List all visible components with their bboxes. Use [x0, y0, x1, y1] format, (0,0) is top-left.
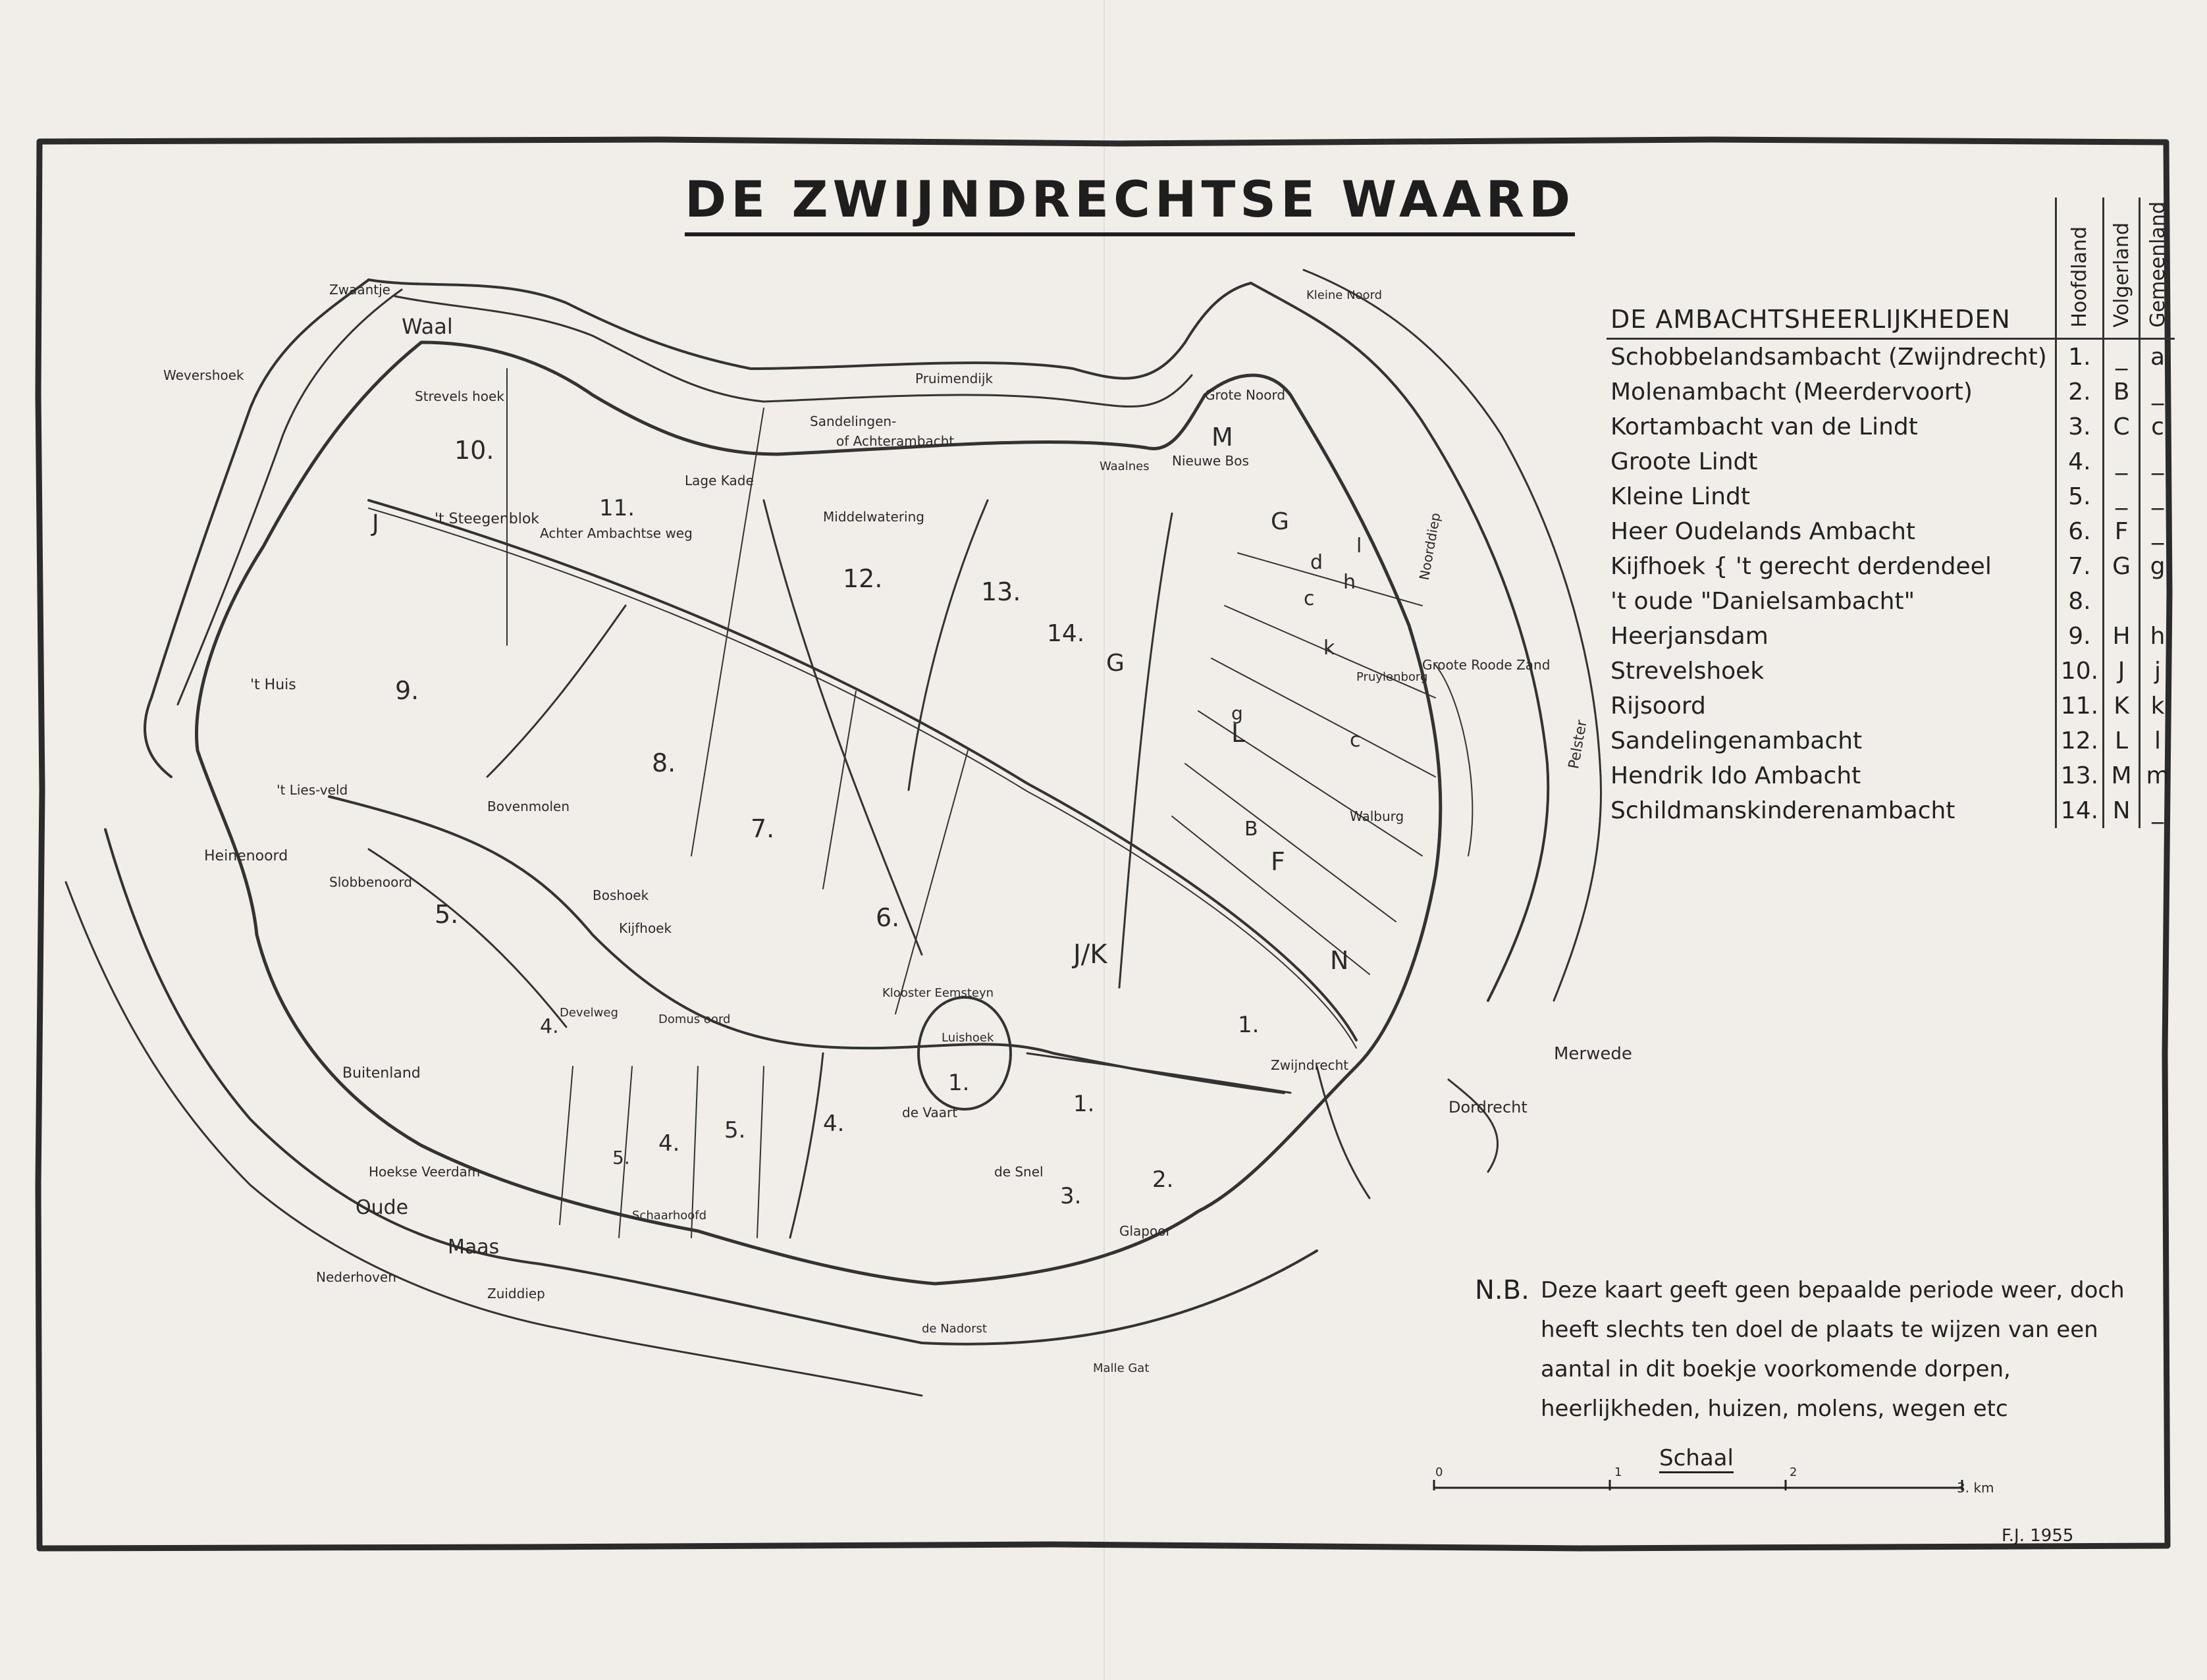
- legend-gemeenland: a: [2140, 338, 2175, 375]
- legend-row: [1607, 514, 2175, 549]
- label-domus-oord: Develweg: [560, 1006, 618, 1020]
- label-buitenland: Hoekse Veerdam: [369, 1164, 481, 1180]
- scale-tick-2: 2: [1790, 1465, 1797, 1479]
- label-pruimendijk: Pruimendijk: [915, 371, 994, 386]
- label-waalnes: Nieuwe Bos: [1172, 453, 1249, 469]
- region-number: 11.: [599, 495, 635, 521]
- legend-volgerland: G: [2104, 549, 2140, 584]
- legend-gemeenland: k: [2140, 689, 2175, 723]
- kromme-weg: [1119, 513, 1172, 987]
- region-number: 5.: [724, 1117, 746, 1143]
- legend-row: [1607, 689, 2175, 723]
- scale-tick-1: 1: [1614, 1465, 1622, 1479]
- legend-gemeenland: l: [2140, 723, 2175, 758]
- region-number: 14.: [1047, 620, 1085, 647]
- region-number: 12.: [843, 564, 883, 593]
- region-letter: l: [1356, 535, 1362, 558]
- zwijndrecht-road: [1317, 1066, 1369, 1198]
- legend-nr: 10.: [2056, 654, 2103, 689]
- legend-col-gemeenland: Gemeenland: [2146, 201, 2169, 328]
- scale-tick-3: 3. km: [1957, 1480, 1994, 1496]
- scale-tick-0: 0: [1435, 1465, 1443, 1479]
- legend-volgerland: N: [2104, 793, 2140, 828]
- legend-gemeenland: g: [2140, 549, 2175, 584]
- merwede-outer: [1304, 270, 1601, 1001]
- legend-name: Rijsoord: [1610, 692, 1706, 720]
- legend-gemeenland: c: [2140, 409, 2175, 444]
- label-groote-lindt: de Snel: [994, 1164, 1044, 1180]
- label-rijsoord: Lage Kade: [685, 473, 754, 488]
- label-merwede: Merwede: [1554, 1044, 1632, 1064]
- kerk-weg: [790, 1053, 823, 1238]
- legend-row: [1607, 375, 2175, 409]
- region-number: 1.: [1238, 1012, 1260, 1038]
- label-heerjansdam: 't Huis: [250, 677, 296, 693]
- label-develsluis: 't Lies-veld: [277, 782, 348, 798]
- develweg: [329, 797, 1284, 1096]
- legend-name: Kleine Lindt: [1610, 483, 1751, 510]
- label-steegenblok: Achter Ambachtse weg: [540, 525, 693, 541]
- label-kleine-lindt: Slobbenoord: [329, 874, 412, 890]
- map-signature: F.J. 1955: [2002, 1526, 2074, 1546]
- label-lage-nes: Heinenoord: [204, 848, 288, 864]
- legend-name: Kijfhoek { 't gerecht derdendeel: [1610, 552, 1992, 580]
- legend-gemeenland: _: [2140, 479, 2175, 514]
- label-middelwatering: Middelwatering: [823, 509, 924, 525]
- legend-volgerland: C: [2104, 409, 2140, 444]
- legend-volgerland: K: [2104, 689, 2140, 723]
- label-dordrecht: Dordrecht: [1449, 1098, 1528, 1116]
- legend-nr: 1.: [2056, 338, 2103, 375]
- legend-volgerland: L: [2104, 723, 2140, 758]
- region-number: 4.: [540, 1015, 559, 1038]
- legend-body: [1607, 338, 2175, 828]
- legend-nr: 12.: [2056, 723, 2103, 758]
- region-letter: J: [372, 510, 379, 537]
- region-letter: N: [1330, 946, 1349, 975]
- legend-volgerland: [2104, 584, 2140, 619]
- label-devel-polder: Luishoek: [942, 1031, 994, 1045]
- label-oostendam: Grote Noord: [1205, 387, 1286, 403]
- label-kijfhoek: Boshoek: [593, 887, 649, 903]
- label-waal: Waal: [402, 314, 453, 339]
- legend-nr: 11.: [2056, 689, 2103, 723]
- region-letter: L: [1231, 719, 1246, 748]
- legend-name: Schildmanskinderenambacht: [1610, 797, 1955, 824]
- region-letter: h: [1343, 571, 1356, 594]
- region-letter: k: [1323, 637, 1335, 660]
- legend-name: Heerjansdam: [1610, 622, 1768, 650]
- legend-nr: 14.: [2056, 793, 2103, 828]
- legend-title: DE AMBACHTSHEERLIJKHEDEN: [1607, 197, 2056, 338]
- legend-header-row: [1607, 197, 2175, 338]
- region-letter: c: [1350, 729, 1361, 752]
- label-klooster-eemsteyn: Domus oord: [658, 1012, 731, 1026]
- legend-gemeenland: h: [2140, 619, 2175, 654]
- region-number: 10.: [454, 436, 494, 465]
- oude-maas-outer: [66, 882, 922, 1396]
- oude-maas-bank: [105, 829, 1317, 1344]
- note-nb: N.B.: [1475, 1275, 1529, 1305]
- region-number: 3.: [1060, 1183, 1082, 1209]
- label-dommis: Kleine Noord: [1306, 288, 1383, 302]
- legend-row: [1607, 549, 2175, 584]
- label-korte-steeg: Kijfhoek: [619, 920, 672, 936]
- legend-volgerland: B: [2104, 375, 2140, 409]
- region-number: 5.: [612, 1147, 630, 1168]
- label-sandelingen: Sandelingen-: [810, 413, 897, 429]
- legend-nr: 13.: [2056, 758, 2103, 793]
- legend-volgerland: _: [2104, 479, 2140, 514]
- region-number: 2.: [1152, 1167, 1174, 1193]
- label-strevels-hoek: Strevels hoek: [415, 388, 504, 404]
- ambachtse-steeg: [909, 500, 988, 790]
- region-number: 1.: [1073, 1091, 1095, 1117]
- legend-row: [1607, 479, 2175, 514]
- legend-nr: 8.: [2056, 584, 2103, 619]
- region-number: 9.: [395, 676, 419, 705]
- label-heer-oudelands: Klooster Eemsteyn: [882, 986, 994, 1000]
- label-de-snel: de Vaart: [902, 1105, 958, 1120]
- note-text: Deze kaart geeft geen bepaalde periode weer, doch heeft slechts ten doel de plaats te wijzen van een aantal in dit boekje voorkomende dorpen, heerlijkheden, huizen, molens, wegen etc: [1541, 1277, 2125, 1422]
- krusen-steeg: [487, 606, 625, 777]
- legend-volgerland: _: [2104, 338, 2140, 375]
- label-putters-hoek: Nederhoven: [316, 1269, 396, 1285]
- legend-nr: 5.: [2056, 479, 2103, 514]
- region-number: 6.: [876, 903, 900, 932]
- legend-volgerland: H: [2104, 619, 2140, 654]
- island-dike: [196, 342, 1440, 1284]
- label-zwaantje: Zwaantje: [329, 282, 390, 298]
- region-number: 1.: [948, 1070, 970, 1096]
- region-letter: G: [1106, 650, 1125, 677]
- legend-name: Sandelingenambacht: [1610, 727, 1863, 754]
- legend-volgerland: _: [2104, 444, 2140, 479]
- region-letter: G: [1271, 508, 1289, 535]
- waal-north-inner: [395, 296, 1192, 407]
- legend-row: [1607, 619, 2175, 654]
- region-letter: M: [1211, 423, 1233, 452]
- legend-row: [1607, 444, 2175, 479]
- map-title: DE ZWIJNDRECHTSE WAARD: [685, 170, 1575, 236]
- legend-nr: 2.: [2056, 375, 2103, 409]
- legend-volgerland: F: [2104, 514, 2140, 549]
- region-letter: J/K: [1073, 939, 1107, 970]
- legend-gemeenland: [2140, 584, 2175, 619]
- region-letter: d: [1310, 551, 1323, 574]
- label-groote-roode-zand: Groote Roode Zand: [1422, 657, 1551, 673]
- legend-gemeenland: _: [2140, 375, 2175, 409]
- label-zwijndrecht: Zwijndrecht: [1271, 1057, 1349, 1073]
- legend-row: [1607, 793, 2175, 828]
- legend-row: [1607, 584, 2175, 619]
- region-number: 13.: [981, 577, 1021, 606]
- label-wevershoek: Wevershoek: [163, 367, 244, 383]
- legend-name: Groote Lindt: [1610, 448, 1758, 475]
- legend-name: Schobbelandsambacht (Zwijndrecht): [1610, 343, 2047, 371]
- legend-nr: 6.: [2056, 514, 2103, 549]
- waal-north-bank: [369, 280, 1251, 379]
- legend-gemeenland: j: [2140, 654, 2175, 689]
- legend-row: [1607, 338, 2175, 375]
- label-boshoek: Bovenmolen: [487, 799, 570, 814]
- legend-gemeenland: _: [2140, 444, 2175, 479]
- legend-col-volgerland: Volgerland: [2110, 223, 2133, 328]
- label-schaarhoofd: de Nadorst: [922, 1322, 987, 1336]
- legend-name: 't oude "Danielsambacht": [1610, 587, 1915, 615]
- legend-name: Strevelshoek: [1610, 657, 1765, 685]
- scale-bar: [1429, 1465, 2021, 1508]
- legend-gemeenland: _: [2140, 793, 2175, 828]
- legend-col-hoofdland: Hoofdland: [2067, 226, 2091, 328]
- legend-row: [1607, 409, 2175, 444]
- scale-title: Schaal: [1659, 1445, 1734, 1473]
- region-number: 4.: [823, 1111, 845, 1137]
- label-de-nadorst: Malle Gat: [1093, 1361, 1150, 1375]
- label-nederhoven: Schaarhoofd: [632, 1209, 707, 1222]
- region-number: 5.: [435, 900, 459, 929]
- label-welhorst: Walburg: [1350, 808, 1404, 824]
- legend-volgerland: M: [2104, 758, 2140, 793]
- label-achterambacht: of Achterambacht: [836, 433, 955, 449]
- legend-nr: 3.: [2056, 409, 2103, 444]
- label-meerdervoort: Glapoor: [1119, 1223, 1171, 1239]
- region-letter: g: [1231, 702, 1243, 724]
- label-pelster: Pelster: [1566, 718, 1591, 770]
- region-number: 8.: [652, 748, 676, 777]
- legend-gemeenland: _: [2140, 514, 2175, 549]
- region-number: 7.: [751, 814, 775, 843]
- label-lange-weg: 't Steegenblok: [435, 511, 540, 527]
- region-number: 4.: [658, 1130, 680, 1157]
- legend-nr: 7.: [2056, 549, 2103, 584]
- legend-name: Hendrik Ido Ambacht: [1610, 762, 1861, 789]
- merwede-bank: [1251, 283, 1551, 1001]
- de-vaart: [1027, 1053, 1290, 1093]
- label-zuiddiep: Zuiddiep: [487, 1286, 545, 1301]
- legend-volgerland: J: [2104, 654, 2140, 689]
- label-oude: Oude: [356, 1196, 409, 1219]
- legend-gemeenland: m: [2140, 758, 2175, 793]
- legend-nr: 4.: [2056, 444, 2103, 479]
- legend-name: Molenambacht (Meerdervoort): [1610, 378, 1973, 406]
- region-letter: B: [1244, 818, 1258, 841]
- region-letter: c: [1304, 587, 1315, 610]
- legend-row: [1607, 758, 2175, 793]
- label-hooge-naspolder: Buitenland: [342, 1065, 421, 1082]
- legend-table: [1607, 197, 2175, 828]
- label-hendrik-ido-ambacht: Waalnes: [1100, 459, 1150, 473]
- legend-row: [1607, 654, 2175, 689]
- region-letter: F: [1271, 847, 1285, 876]
- label-pruylenborg: Pruylenborg: [1356, 670, 1428, 684]
- legend-row: [1607, 723, 2175, 758]
- label-maas: Maas: [448, 1236, 500, 1259]
- label-noorddiep: Noorddiep: [1416, 512, 1444, 581]
- legend-name: Kortambacht van de Lindt: [1610, 413, 1918, 440]
- legend-nr: 9.: [2056, 619, 2103, 654]
- legend-name: Heer Oudelands Ambacht: [1610, 517, 1916, 545]
